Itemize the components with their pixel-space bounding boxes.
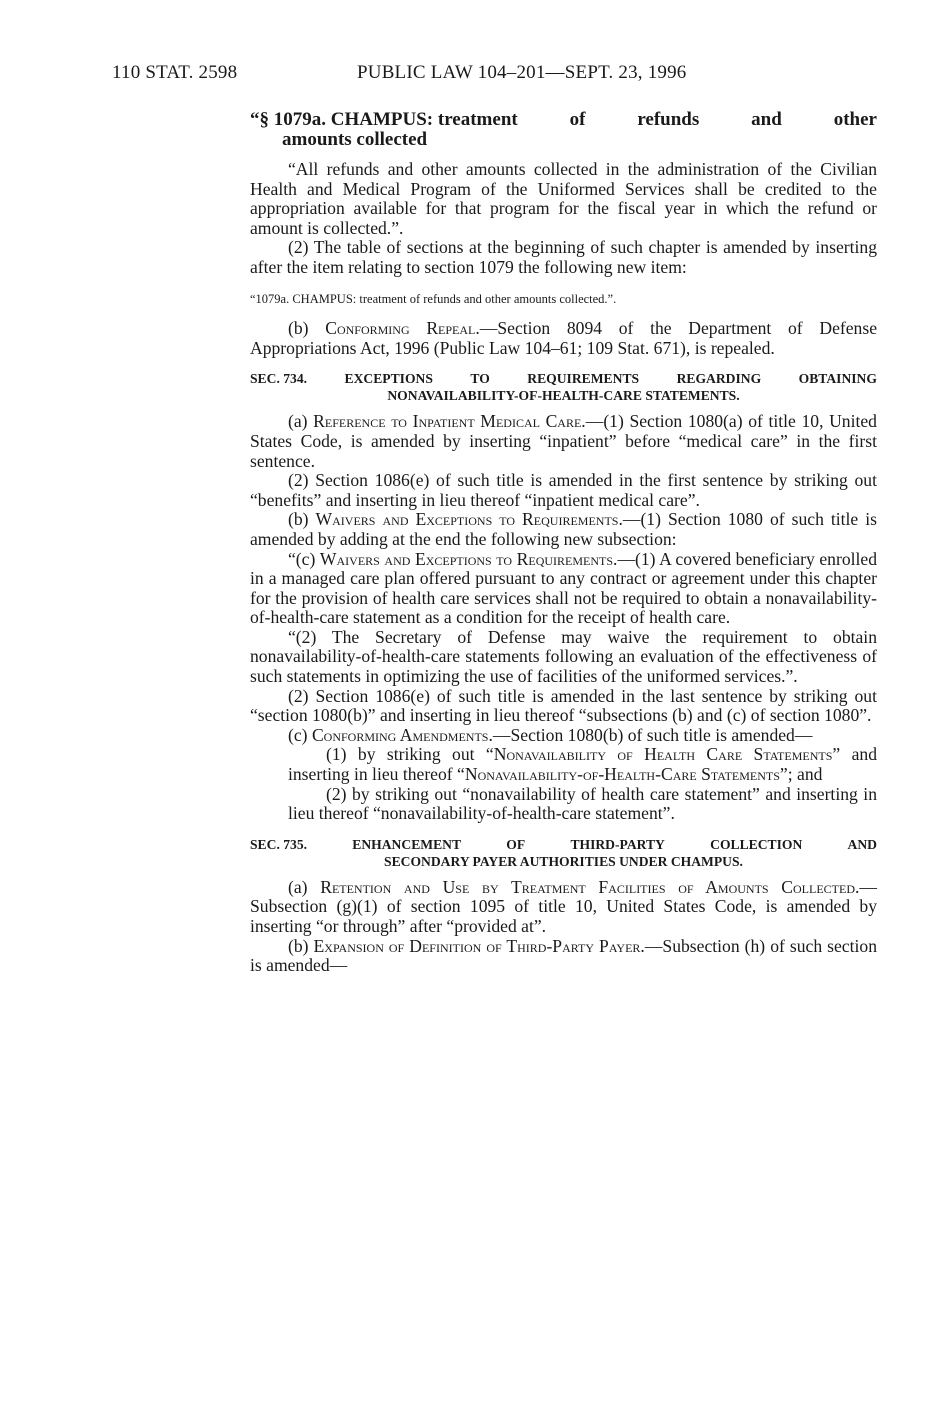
section-734-b-paragraph-2: (2) Section 1086(e) of such title is amended in the last sentence by striking out “section 1080(b)” and inserting in lieu thereof “subsections (b) and (c) of section 1080”. (250, 685, 877, 726)
subsection-text: —Subsection (h) of such section is amended— (250, 935, 877, 976)
heading-word: OF (506, 836, 526, 852)
subsection-label: (b) (288, 935, 314, 956)
section-734-c-paragraph-1 (250, 745, 877, 784)
public-law-citation: PUBLIC LAW 104–201—SEPT. 23, 1996 (357, 62, 687, 83)
heading-word: ENHANCEMENT (352, 836, 462, 852)
heading-word: OBTAINING (798, 371, 877, 387)
subsection-label: (b) (288, 318, 326, 339)
section-735-subsection-a (250, 878, 877, 937)
heading-line-2: amounts collected (282, 129, 428, 150)
subsection-title: Waivers and Exceptions to Requirements. (315, 509, 623, 530)
subsection-title: Waivers and Exceptions to Requirements. (319, 548, 618, 569)
section-734-subsection-b (250, 510, 877, 549)
heading-word: SEC. 734. (250, 371, 308, 387)
heading-word: THIRD-PARTY (570, 836, 665, 852)
text-part: (1) by striking out “ (326, 744, 494, 765)
heading-word: COLLECTION (710, 836, 803, 852)
quoted-subsection-c (250, 550, 877, 628)
subsection-title: Conforming Amendments. (311, 724, 493, 745)
heading-word: “§ 1079a. CHAMPUS: treatment (250, 109, 518, 130)
small-caps-title: Nonavailability-of-Health-Care Statements (464, 764, 780, 785)
subsection-title: Retention and Use by Treatment Facilities of Amounts Collected. (320, 876, 860, 897)
section-1079a-body: “All refunds and other amounts collected in the administration of the Civilian Health and Medical Program of the Uniformed Services shall be credited to the appropriation available for that program for the fiscal year in which the refund or amount is collected.”. (250, 159, 877, 238)
subsection-title: Conforming Repeal. (325, 318, 480, 339)
heading-word: REQUIREMENTS (527, 371, 640, 387)
subsection-text: —(1) Section 1080(a) of title 10, United States Code, is amended by inserting “inpatient” before “medical care” in the first sentence. (250, 411, 877, 471)
heading-word: of (569, 109, 586, 130)
heading-line-2: SECONDARY PAYER AUTHORITIES UNDER CHAMPUS. (384, 853, 743, 869)
subsection-text: —(1) A covered beneficiary enrolled in a managed care plan offered pursuant to any contract or agreement under this chapter for the provision of health care services shall not be required to obtain a nonavailability-of-health-care statement as a condition for the receipt of health care. (250, 548, 878, 628)
section-734-heading (250, 370, 877, 404)
section-734-subsection-a (250, 412, 877, 471)
subsection-text: —Section 1080(b) of such title is amended— (492, 724, 813, 745)
heading-word: EXCEPTIONS (344, 371, 433, 387)
section-1079a-heading (250, 110, 877, 150)
subsection-title: Expansion of Definition of Third-Party Payer. (313, 935, 645, 956)
heading-word: REGARDING (676, 371, 762, 387)
heading-line-2: NONAVAILABILITY-OF-HEALTH-CARE STATEMENTS. (387, 388, 740, 404)
heading-word: other (833, 109, 877, 130)
subsection-b-conforming-repeal (250, 319, 877, 358)
section-734-c-paragraph-2: (2) by striking out “nonavailability of health care statement” and inserting in lieu thereof “nonavailability-of-health-care statement”. (288, 783, 877, 824)
document-body (250, 110, 877, 976)
subsection-text: —Subsection (g)(1) of section 1095 of title 10, United States Code, is amended by inserting “or through” after “provided at”. (250, 876, 877, 936)
subsection-text: —(1) Section 1080 of such title is amended by adding at the end the following new subsection: (250, 509, 877, 549)
paragraph-2: (2) The table of sections at the beginning of such chapter is amended by inserting after the item relating to section 1079 the following new item: (250, 237, 877, 277)
table-of-sections-item: “1079a. CHAMPUS: treatment of refunds and other amounts collected.”. (250, 291, 617, 306)
subsection-label: (a) (288, 876, 321, 897)
subsection-label: (b) (288, 509, 316, 530)
heading-word: and (751, 109, 782, 130)
section-735-heading (250, 836, 877, 870)
page-header (112, 62, 872, 88)
heading-word: refunds (637, 109, 700, 130)
statute-page-number: 110 STAT. 2598 (112, 62, 238, 83)
subsection-title: Reference to Inpatient Medical Care. (313, 411, 586, 432)
subsection-text: —Section 8094 of the Department of Defense Appropriations Act, 1996 (Public Law 104–61; 109 Stat. 671), is repealed. (250, 318, 877, 358)
small-caps-title: Nonavailability of Health Care Statements (493, 744, 833, 765)
section-734-subsection-c (250, 726, 877, 746)
text-part: ”; and (779, 764, 823, 785)
text-part: ” and inserting in lieu thereof “ (288, 744, 877, 785)
section-734-a-paragraph-2: (2) Section 1086(e) of such title is amended in the first sentence by striking out “benefits” and inserting in lieu thereof “inpatient medical care”. (250, 470, 877, 510)
subsection-label: (a) (288, 411, 314, 432)
heading-word: TO (470, 371, 490, 387)
section-735-subsection-b (250, 937, 877, 976)
quoted-subsection-c-paragraph-2: “(2) The Secretary of Defense may waive the requirement to obtain nonavailability-of-health-care statements following an evaluation of the effectiveness of such statements in optimizing the use of facilities of the uniformed services.”. (250, 626, 877, 687)
heading-word: SEC. 735. (250, 836, 308, 852)
heading-word: AND (847, 836, 877, 852)
subsection-label: “(c) (288, 548, 320, 569)
subsection-label: (c) (288, 724, 312, 745)
